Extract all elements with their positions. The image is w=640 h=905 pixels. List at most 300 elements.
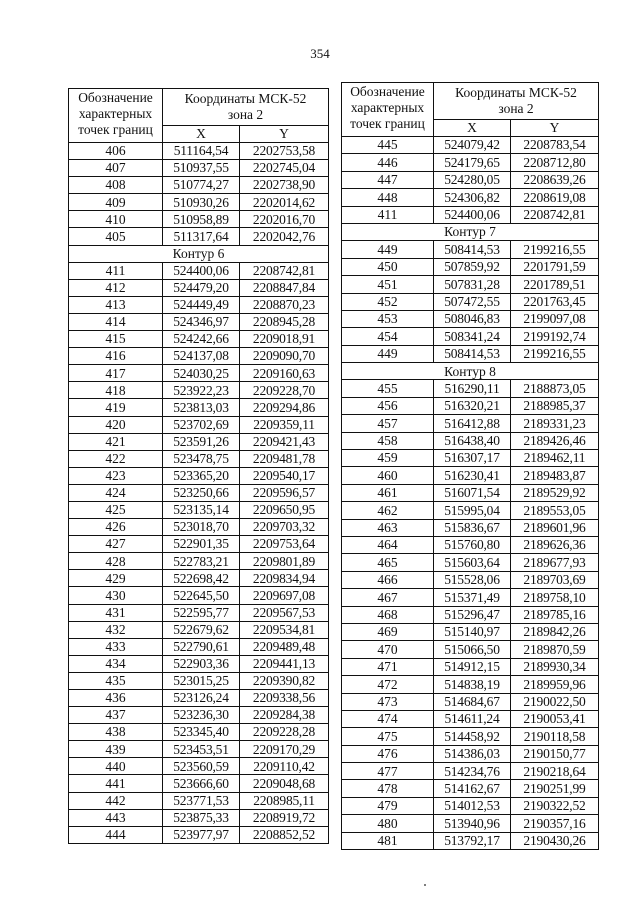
x-coordinate-cell: 522595,77 bbox=[163, 604, 240, 621]
point-label-line: Обозначение bbox=[78, 90, 153, 105]
x-coordinate-cell: 522645,50 bbox=[163, 587, 240, 604]
table-row bbox=[342, 310, 599, 327]
x-coordinate-cell: 524079,42 bbox=[434, 137, 511, 154]
y-coordinate-cell: 2209481,78 bbox=[240, 450, 329, 467]
y-coordinate-cell: 2189703,69 bbox=[511, 571, 599, 588]
table-row bbox=[342, 832, 599, 849]
table-row bbox=[69, 621, 329, 638]
contour-label: Контур 8 bbox=[342, 363, 599, 380]
y-coordinate-cell: 2209834,94 bbox=[240, 570, 329, 587]
point-id-cell: 422 bbox=[69, 450, 163, 467]
y-coordinate-cell: 2209697,08 bbox=[240, 587, 329, 604]
x-coordinate-cell: 511317,64 bbox=[163, 228, 240, 245]
y-coordinate-cell: 2202753,58 bbox=[240, 143, 329, 160]
x-coordinate-cell: 514838,19 bbox=[434, 676, 511, 693]
point-id-cell: 442 bbox=[69, 792, 163, 809]
point-id-cell: 452 bbox=[342, 293, 434, 310]
y-coordinate-cell: 2209294,86 bbox=[240, 399, 329, 416]
point-id-cell: 454 bbox=[342, 328, 434, 345]
table-body bbox=[342, 137, 599, 850]
table-row bbox=[69, 382, 329, 399]
table-row bbox=[342, 641, 599, 658]
x-coordinate-cell: 507472,55 bbox=[434, 293, 511, 310]
y-coordinate-cell: 2209421,43 bbox=[240, 433, 329, 450]
x-column-header: X bbox=[163, 126, 240, 143]
table-row bbox=[69, 416, 329, 433]
y-coordinate-cell: 2209284,38 bbox=[240, 707, 329, 724]
x-coordinate-cell: 507859,92 bbox=[434, 258, 511, 275]
coordinate-system-line: Координаты МСК-52 bbox=[455, 85, 577, 100]
point-id-cell: 463 bbox=[342, 519, 434, 536]
point-id-cell: 447 bbox=[342, 171, 434, 188]
table-row bbox=[342, 606, 599, 623]
table-row bbox=[69, 296, 329, 313]
table-row bbox=[69, 177, 329, 194]
y-coordinate-cell: 2209160,63 bbox=[240, 365, 329, 382]
point-id-cell: 436 bbox=[69, 690, 163, 707]
point-id-cell: 411 bbox=[69, 262, 163, 279]
table-row bbox=[69, 262, 329, 279]
y-coordinate-cell: 2208619,08 bbox=[511, 189, 599, 206]
y-coordinate-cell: 2208847,84 bbox=[240, 279, 329, 296]
x-coordinate-cell: 515296,47 bbox=[434, 606, 511, 623]
table-row bbox=[342, 450, 599, 467]
x-coordinate-cell: 522698,42 bbox=[163, 570, 240, 587]
point-id-cell: 477 bbox=[342, 763, 434, 780]
table-row bbox=[342, 241, 599, 258]
table-body bbox=[69, 143, 329, 844]
table-row bbox=[342, 728, 599, 745]
point-id-cell: 427 bbox=[69, 536, 163, 553]
x-coordinate-cell: 515528,06 bbox=[434, 571, 511, 588]
y-coordinate-cell: 2209359,11 bbox=[240, 416, 329, 433]
table-row bbox=[342, 154, 599, 171]
x-coordinate-cell: 524400,06 bbox=[434, 206, 511, 223]
point-id-cell: 444 bbox=[69, 826, 163, 843]
x-column-header: X bbox=[434, 120, 511, 137]
y-coordinate-cell: 2208742,81 bbox=[240, 262, 329, 279]
table-row bbox=[342, 171, 599, 188]
point-id-cell: 431 bbox=[69, 604, 163, 621]
point-id-cell: 411 bbox=[342, 206, 434, 223]
y-coordinate-cell: 2189959,96 bbox=[511, 676, 599, 693]
y-coordinate-cell: 2202042,76 bbox=[240, 228, 329, 245]
point-label-line: точек границ bbox=[350, 116, 425, 131]
table-row bbox=[69, 365, 329, 382]
table-row bbox=[69, 553, 329, 570]
point-id-cell: 423 bbox=[69, 467, 163, 484]
x-coordinate-cell: 510937,55 bbox=[163, 160, 240, 177]
x-coordinate-cell: 523702,69 bbox=[163, 416, 240, 433]
x-coordinate-cell: 516071,54 bbox=[434, 484, 511, 501]
point-id-cell: 419 bbox=[69, 399, 163, 416]
x-coordinate-cell: 524242,66 bbox=[163, 331, 240, 348]
table-row bbox=[69, 809, 329, 826]
point-id-cell: 414 bbox=[69, 313, 163, 330]
point-id-cell: 418 bbox=[69, 382, 163, 399]
coordinate-system-line: зона 2 bbox=[498, 101, 534, 116]
table-row bbox=[69, 638, 329, 655]
x-coordinate-cell: 514458,92 bbox=[434, 728, 511, 745]
table-row bbox=[342, 710, 599, 727]
x-coordinate-cell: 514912,15 bbox=[434, 658, 511, 675]
table-row bbox=[69, 501, 329, 518]
x-coordinate-cell: 508046,83 bbox=[434, 310, 511, 327]
point-id-cell: 449 bbox=[342, 241, 434, 258]
table-row bbox=[69, 707, 329, 724]
point-id-cell: 475 bbox=[342, 728, 434, 745]
y-coordinate-cell: 2209228,70 bbox=[240, 382, 329, 399]
y-coordinate-cell: 2208639,26 bbox=[511, 171, 599, 188]
x-coordinate-cell: 524306,82 bbox=[434, 189, 511, 206]
point-id-cell: 426 bbox=[69, 519, 163, 536]
y-coordinate-cell: 2208742,81 bbox=[511, 206, 599, 223]
x-coordinate-cell: 514386,03 bbox=[434, 745, 511, 762]
y-coordinate-cell: 2188985,37 bbox=[511, 397, 599, 414]
x-coordinate-cell: 515140,97 bbox=[434, 623, 511, 640]
x-coordinate-cell: 523250,66 bbox=[163, 484, 240, 501]
x-coordinate-cell: 515995,04 bbox=[434, 502, 511, 519]
table-row bbox=[69, 211, 329, 228]
point-id-cell: 407 bbox=[69, 160, 163, 177]
y-coordinate-cell: 2202016,70 bbox=[240, 211, 329, 228]
point-id-cell: 457 bbox=[342, 415, 434, 432]
y-coordinate-cell: 2190022,50 bbox=[511, 693, 599, 710]
table-row bbox=[342, 502, 599, 519]
table-row bbox=[342, 693, 599, 710]
y-coordinate-cell: 2201763,45 bbox=[511, 293, 599, 310]
table-row bbox=[342, 519, 599, 536]
x-coordinate-cell: 523018,70 bbox=[163, 519, 240, 536]
y-coordinate-cell: 2209228,28 bbox=[240, 724, 329, 741]
table-row bbox=[342, 658, 599, 675]
point-id-cell: 472 bbox=[342, 676, 434, 693]
table-row bbox=[69, 399, 329, 416]
point-label-line: точек границ bbox=[78, 122, 153, 137]
y-coordinate-cell: 2190430,26 bbox=[511, 832, 599, 849]
x-coordinate-cell: 516438,40 bbox=[434, 432, 511, 449]
x-coordinate-cell: 524400,06 bbox=[163, 262, 240, 279]
table-row bbox=[342, 780, 599, 797]
table-row bbox=[342, 328, 599, 345]
y-coordinate-cell: 2189785,16 bbox=[511, 606, 599, 623]
y-coordinate-cell: 2190053,41 bbox=[511, 710, 599, 727]
point-id-cell: 405 bbox=[69, 228, 163, 245]
x-coordinate-cell: 524137,08 bbox=[163, 348, 240, 365]
x-coordinate-cell: 516412,88 bbox=[434, 415, 511, 432]
x-coordinate-cell: 522901,35 bbox=[163, 536, 240, 553]
table-row bbox=[342, 623, 599, 640]
contour-row bbox=[69, 245, 329, 262]
table-row bbox=[342, 137, 599, 154]
table-row bbox=[69, 160, 329, 177]
point-id-cell: 434 bbox=[69, 655, 163, 672]
y-coordinate-cell: 2209018,91 bbox=[240, 331, 329, 348]
table-row bbox=[69, 433, 329, 450]
table-row bbox=[69, 587, 329, 604]
point-id-cell: 446 bbox=[342, 154, 434, 171]
x-coordinate-cell: 514012,53 bbox=[434, 797, 511, 814]
x-coordinate-cell: 514162,67 bbox=[434, 780, 511, 797]
x-coordinate-cell: 513940,96 bbox=[434, 815, 511, 832]
y-coordinate-cell: 2209567,53 bbox=[240, 604, 329, 621]
x-coordinate-cell: 508414,53 bbox=[434, 241, 511, 258]
point-id-cell: 459 bbox=[342, 450, 434, 467]
point-id-cell: 456 bbox=[342, 397, 434, 414]
table-row bbox=[69, 655, 329, 672]
table-row bbox=[342, 571, 599, 588]
table-row bbox=[342, 415, 599, 432]
point-label-line: Обозначение bbox=[350, 84, 425, 99]
y-coordinate-cell: 2190118,58 bbox=[511, 728, 599, 745]
table-row bbox=[342, 815, 599, 832]
y-coordinate-cell: 2189870,59 bbox=[511, 641, 599, 658]
table-row bbox=[342, 206, 599, 223]
coordinate-system-header bbox=[434, 83, 599, 120]
table-row bbox=[69, 228, 329, 245]
x-coordinate-cell: 523977,97 bbox=[163, 826, 240, 843]
x-coordinate-cell: 516290,11 bbox=[434, 380, 511, 397]
y-coordinate-cell: 2190251,99 bbox=[511, 780, 599, 797]
y-coordinate-cell: 2190150,77 bbox=[511, 745, 599, 762]
point-id-cell: 453 bbox=[342, 310, 434, 327]
contour-label: Контур 6 bbox=[69, 245, 329, 262]
table-row bbox=[69, 143, 329, 160]
point-id-cell: 417 bbox=[69, 365, 163, 382]
y-coordinate-cell: 2208985,11 bbox=[240, 792, 329, 809]
y-coordinate-cell: 2209090,70 bbox=[240, 348, 329, 365]
table-row bbox=[342, 258, 599, 275]
point-id-cell: 449 bbox=[342, 345, 434, 362]
point-id-cell: 481 bbox=[342, 832, 434, 849]
table-row bbox=[342, 276, 599, 293]
table-row bbox=[69, 536, 329, 553]
coordinate-system-header bbox=[163, 89, 329, 126]
point-id-cell: 409 bbox=[69, 194, 163, 211]
point-id-cell: 467 bbox=[342, 589, 434, 606]
table-row bbox=[69, 467, 329, 484]
y-coordinate-cell: 2209534,81 bbox=[240, 621, 329, 638]
point-label-header bbox=[69, 89, 163, 143]
table-row bbox=[342, 467, 599, 484]
point-id-cell: 429 bbox=[69, 570, 163, 587]
x-coordinate-cell: 524479,20 bbox=[163, 279, 240, 296]
table-row bbox=[342, 797, 599, 814]
y-coordinate-cell: 2209753,64 bbox=[240, 536, 329, 553]
x-coordinate-cell: 515371,49 bbox=[434, 589, 511, 606]
point-id-cell: 408 bbox=[69, 177, 163, 194]
point-id-cell: 461 bbox=[342, 484, 434, 501]
point-id-cell: 424 bbox=[69, 484, 163, 501]
x-coordinate-cell: 510958,89 bbox=[163, 211, 240, 228]
y-coordinate-cell: 2209801,89 bbox=[240, 553, 329, 570]
y-column-header: Y bbox=[240, 126, 329, 143]
x-coordinate-cell: 524346,97 bbox=[163, 313, 240, 330]
y-coordinate-cell: 2202738,90 bbox=[240, 177, 329, 194]
point-id-cell: 412 bbox=[69, 279, 163, 296]
x-coordinate-cell: 523345,40 bbox=[163, 724, 240, 741]
y-coordinate-cell: 2209441,13 bbox=[240, 655, 329, 672]
x-coordinate-cell: 523453,51 bbox=[163, 741, 240, 758]
table-row bbox=[69, 690, 329, 707]
point-id-cell: 479 bbox=[342, 797, 434, 814]
x-coordinate-cell: 523365,20 bbox=[163, 467, 240, 484]
table-row bbox=[342, 189, 599, 206]
x-coordinate-cell: 524280,05 bbox=[434, 171, 511, 188]
x-coordinate-cell: 523135,14 bbox=[163, 501, 240, 518]
x-coordinate-cell: 522790,61 bbox=[163, 638, 240, 655]
coordinates-table-left bbox=[68, 88, 329, 844]
point-id-cell: 471 bbox=[342, 658, 434, 675]
table-row bbox=[69, 672, 329, 689]
y-coordinate-cell: 2208945,28 bbox=[240, 313, 329, 330]
x-coordinate-cell: 523875,33 bbox=[163, 809, 240, 826]
table-row bbox=[69, 194, 329, 211]
coordinate-system-line: зона 2 bbox=[227, 107, 264, 122]
table-row bbox=[69, 724, 329, 741]
x-coordinate-cell: 524179,65 bbox=[434, 154, 511, 171]
table-row bbox=[342, 536, 599, 553]
point-id-cell: 432 bbox=[69, 621, 163, 638]
point-id-cell: 435 bbox=[69, 672, 163, 689]
x-coordinate-cell: 516230,41 bbox=[434, 467, 511, 484]
point-id-cell: 464 bbox=[342, 536, 434, 553]
y-coordinate-cell: 2189426,46 bbox=[511, 432, 599, 449]
point-id-cell: 465 bbox=[342, 554, 434, 571]
point-id-cell: 425 bbox=[69, 501, 163, 518]
table-row bbox=[69, 758, 329, 775]
x-coordinate-cell: 523126,24 bbox=[163, 690, 240, 707]
y-coordinate-cell: 2189930,34 bbox=[511, 658, 599, 675]
x-coordinate-cell: 514684,67 bbox=[434, 693, 511, 710]
contour-label: Контур 7 bbox=[342, 223, 599, 240]
y-coordinate-cell: 2199216,55 bbox=[511, 241, 599, 258]
y-coordinate-cell: 2199216,55 bbox=[511, 345, 599, 362]
y-coordinate-cell: 2189529,92 bbox=[511, 484, 599, 501]
y-coordinate-cell: 2209703,32 bbox=[240, 519, 329, 536]
table-row bbox=[69, 313, 329, 330]
point-id-cell: 478 bbox=[342, 780, 434, 797]
y-coordinate-cell: 2189331,23 bbox=[511, 415, 599, 432]
contour-row bbox=[342, 363, 599, 380]
y-coordinate-cell: 2201791,59 bbox=[511, 258, 599, 275]
point-id-cell: 416 bbox=[69, 348, 163, 365]
y-coordinate-cell: 2199097,08 bbox=[511, 310, 599, 327]
y-coordinate-cell: 2199192,74 bbox=[511, 328, 599, 345]
y-coordinate-cell: 2201789,51 bbox=[511, 276, 599, 293]
y-coordinate-cell: 2189553,05 bbox=[511, 502, 599, 519]
table-row bbox=[69, 741, 329, 758]
y-coordinate-cell: 2190357,16 bbox=[511, 815, 599, 832]
table-row bbox=[342, 345, 599, 362]
point-id-cell: 428 bbox=[69, 553, 163, 570]
table-row bbox=[69, 775, 329, 792]
y-coordinate-cell: 2208712,80 bbox=[511, 154, 599, 171]
page-number: 354 bbox=[310, 46, 330, 61]
table-row bbox=[69, 348, 329, 365]
point-id-cell: 476 bbox=[342, 745, 434, 762]
y-coordinate-cell: 2208870,23 bbox=[240, 296, 329, 313]
point-id-cell: 433 bbox=[69, 638, 163, 655]
scan-dot bbox=[424, 884, 426, 886]
x-coordinate-cell: 523922,23 bbox=[163, 382, 240, 399]
x-coordinate-cell: 514234,76 bbox=[434, 763, 511, 780]
table-row bbox=[342, 763, 599, 780]
coordinates-table-right bbox=[341, 82, 599, 850]
point-id-cell: 441 bbox=[69, 775, 163, 792]
table-row bbox=[69, 450, 329, 467]
point-id-cell: 466 bbox=[342, 571, 434, 588]
x-coordinate-cell: 515760,80 bbox=[434, 536, 511, 553]
point-id-cell: 443 bbox=[69, 809, 163, 826]
point-id-cell: 460 bbox=[342, 467, 434, 484]
point-id-cell: 450 bbox=[342, 258, 434, 275]
y-coordinate-cell: 2209390,82 bbox=[240, 672, 329, 689]
table-row bbox=[342, 293, 599, 310]
x-coordinate-cell: 510930,26 bbox=[163, 194, 240, 211]
y-coordinate-cell: 2209170,29 bbox=[240, 741, 329, 758]
table-row bbox=[342, 484, 599, 501]
x-coordinate-cell: 523236,30 bbox=[163, 707, 240, 724]
table-row bbox=[69, 279, 329, 296]
point-id-cell: 413 bbox=[69, 296, 163, 313]
table-row bbox=[342, 745, 599, 762]
x-coordinate-cell: 516307,17 bbox=[434, 450, 511, 467]
point-id-cell: 445 bbox=[342, 137, 434, 154]
y-coordinate-cell: 2189842,26 bbox=[511, 623, 599, 640]
point-id-cell: 473 bbox=[342, 693, 434, 710]
x-coordinate-cell: 523591,26 bbox=[163, 433, 240, 450]
x-coordinate-cell: 515066,50 bbox=[434, 641, 511, 658]
y-coordinate-cell: 2209650,95 bbox=[240, 501, 329, 518]
point-id-cell: 421 bbox=[69, 433, 163, 450]
point-id-cell: 448 bbox=[342, 189, 434, 206]
point-id-cell: 451 bbox=[342, 276, 434, 293]
x-coordinate-cell: 508414,53 bbox=[434, 345, 511, 362]
x-coordinate-cell: 522903,36 bbox=[163, 655, 240, 672]
point-id-cell: 438 bbox=[69, 724, 163, 741]
y-coordinate-cell: 2189626,36 bbox=[511, 536, 599, 553]
x-coordinate-cell: 522783,21 bbox=[163, 553, 240, 570]
y-coordinate-cell: 2208852,52 bbox=[240, 826, 329, 843]
y-coordinate-cell: 2209489,48 bbox=[240, 638, 329, 655]
table-row bbox=[342, 397, 599, 414]
point-id-cell: 410 bbox=[69, 211, 163, 228]
point-id-cell: 430 bbox=[69, 587, 163, 604]
point-id-cell: 480 bbox=[342, 815, 434, 832]
x-coordinate-cell: 515836,67 bbox=[434, 519, 511, 536]
x-coordinate-cell: 523478,75 bbox=[163, 450, 240, 467]
x-coordinate-cell: 515603,64 bbox=[434, 554, 511, 571]
coordinate-system-line: Координаты МСК-52 bbox=[184, 91, 307, 106]
point-id-cell: 462 bbox=[342, 502, 434, 519]
table-row bbox=[69, 792, 329, 809]
y-coordinate-cell: 2189677,93 bbox=[511, 554, 599, 571]
point-id-cell: 440 bbox=[69, 758, 163, 775]
point-id-cell: 406 bbox=[69, 143, 163, 160]
point-label-header bbox=[342, 83, 434, 137]
table-row bbox=[69, 484, 329, 501]
y-coordinate-cell: 2208783,54 bbox=[511, 137, 599, 154]
x-coordinate-cell: 523771,53 bbox=[163, 792, 240, 809]
y-coordinate-cell: 2209540,17 bbox=[240, 467, 329, 484]
table-row bbox=[69, 826, 329, 843]
table-row bbox=[69, 570, 329, 587]
y-coordinate-cell: 2189601,96 bbox=[511, 519, 599, 536]
y-coordinate-cell: 2202014,62 bbox=[240, 194, 329, 211]
point-id-cell: 470 bbox=[342, 641, 434, 658]
x-coordinate-cell: 511164,54 bbox=[163, 143, 240, 160]
